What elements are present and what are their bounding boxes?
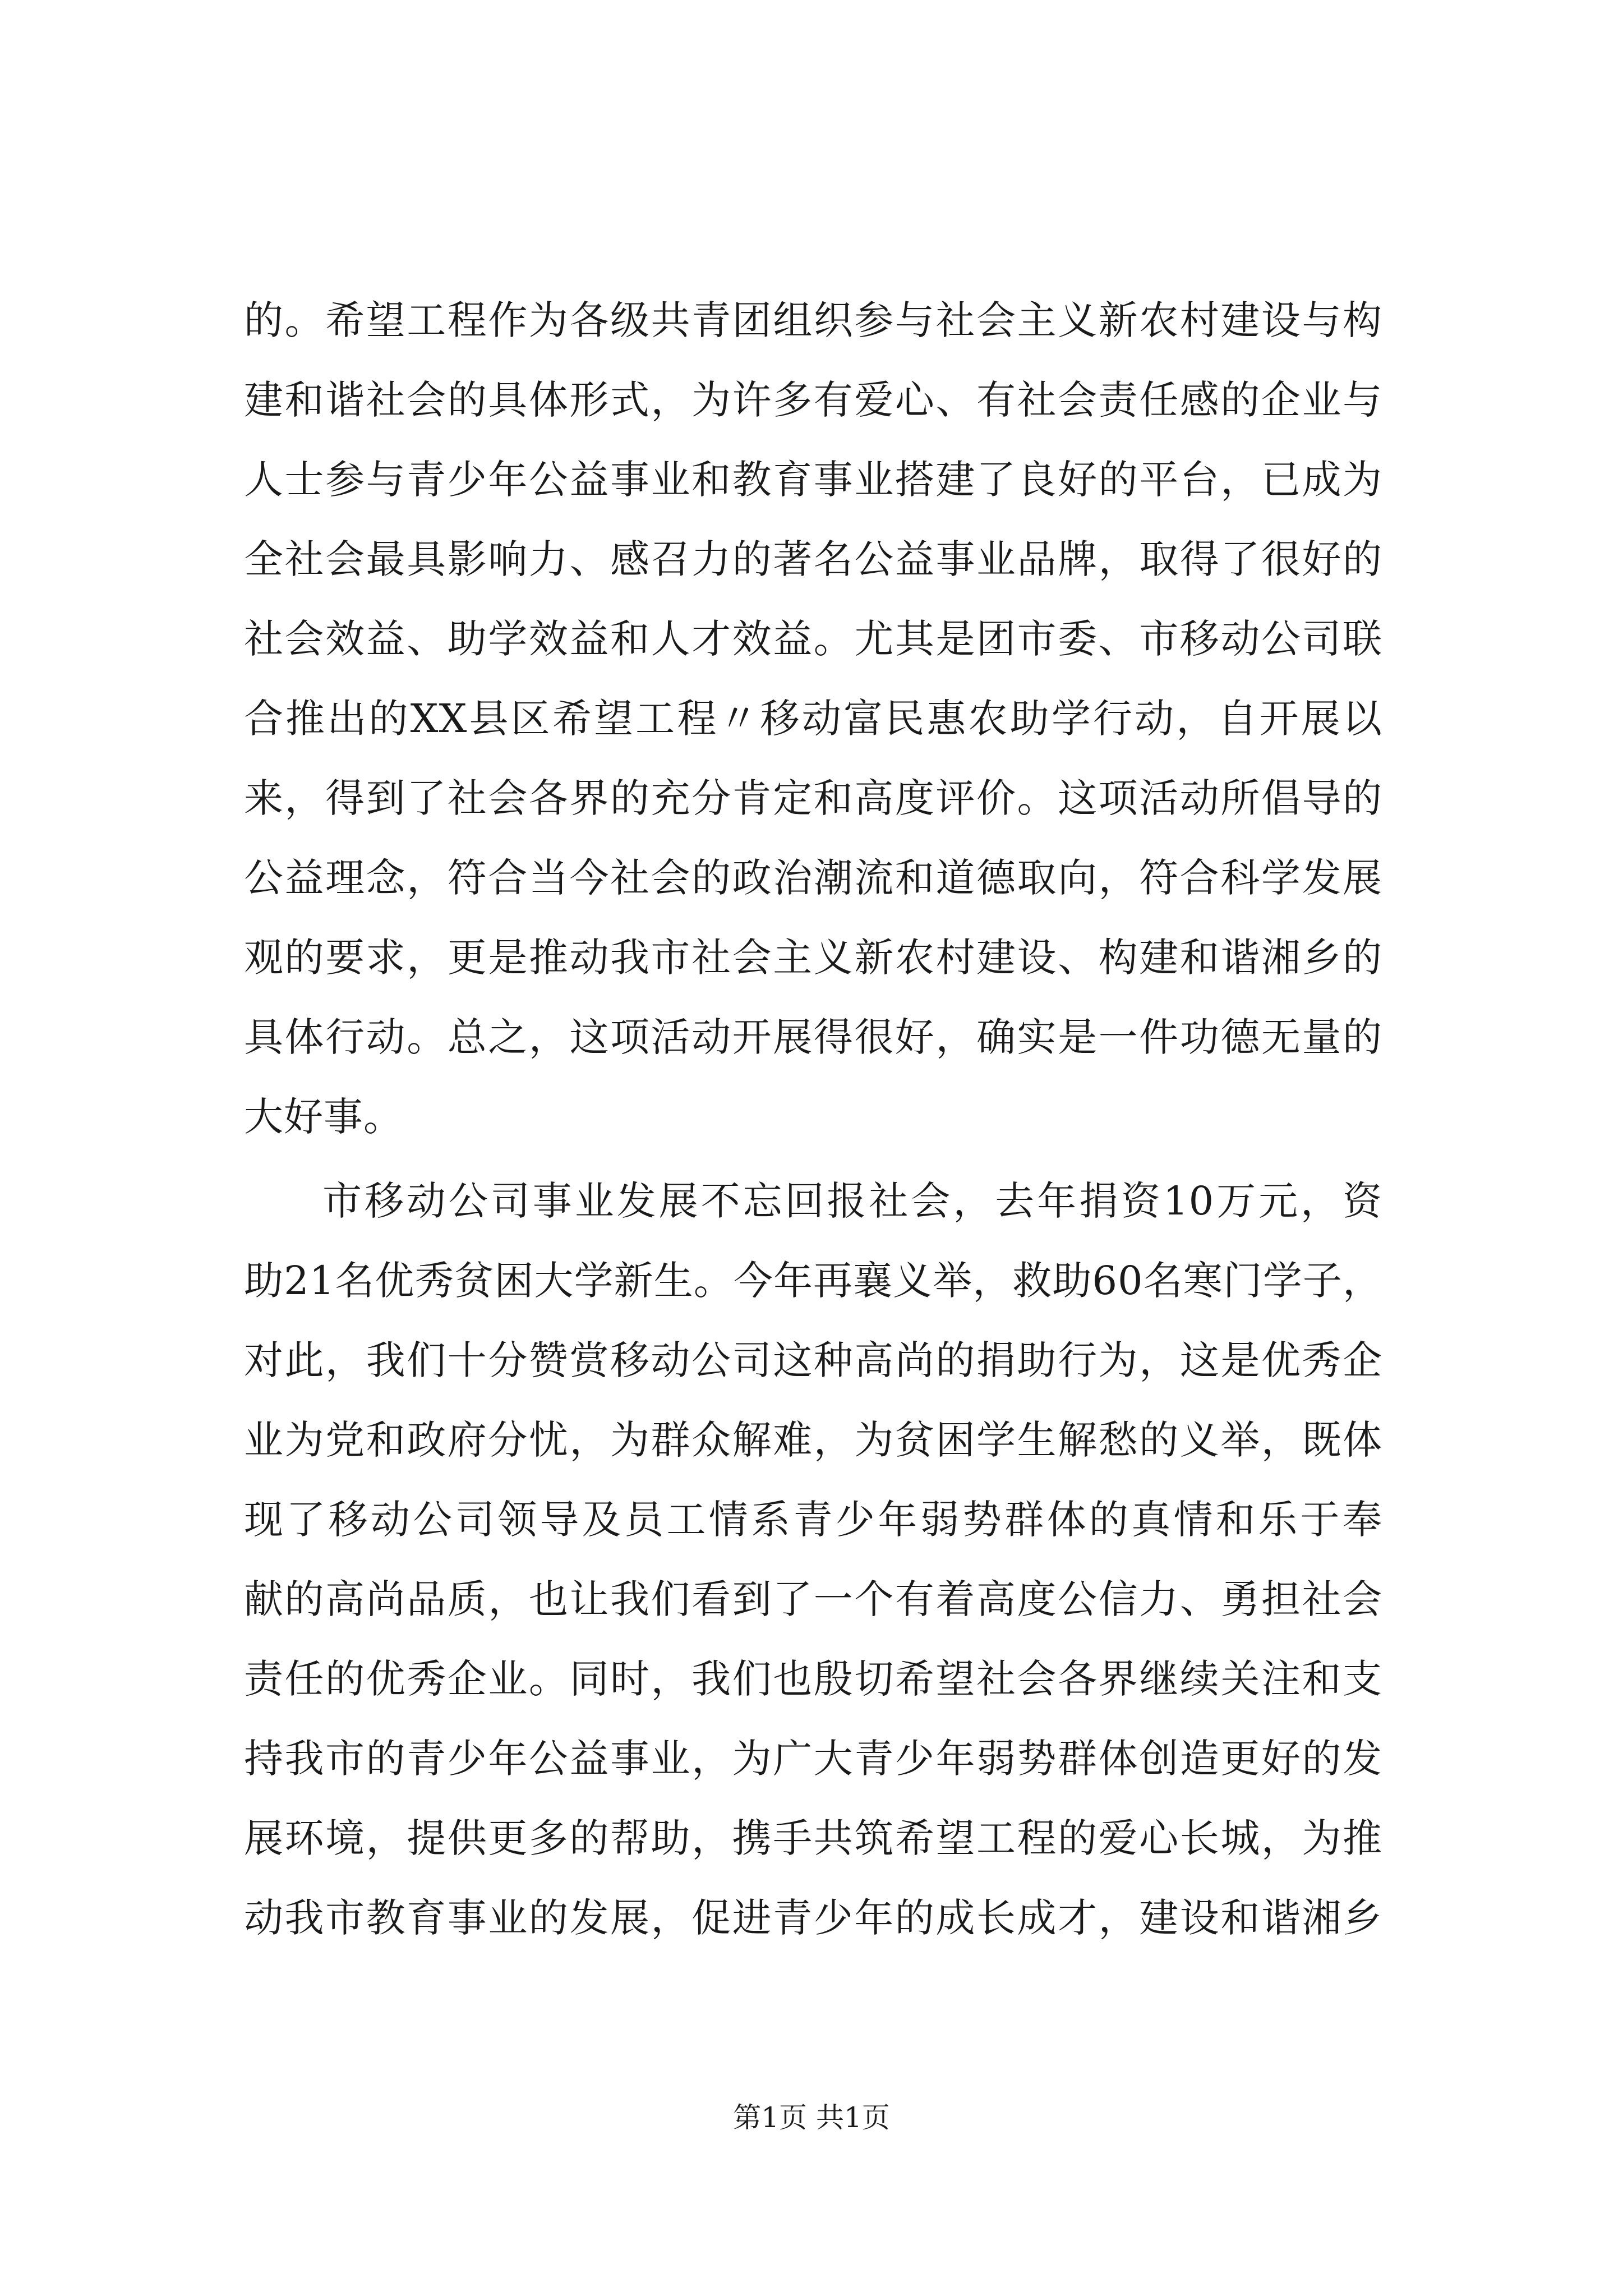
text-line: 献的高尚品质，也让我们看到了一个有着高度公信力、勇担社会 xyxy=(244,1576,1382,1622)
text-line: 市移动公司事业发展不忘回报社会，去年捐资10万元，资 xyxy=(322,1178,1382,1224)
text-line: 公益理念，符合当今社会的政治潮流和道德取向，符合科学发展 xyxy=(244,855,1382,901)
text-line: 动我市教育事业的发展，促进青少年的成长成才，建设和谐湘乡 xyxy=(244,1895,1382,1941)
text-line: 全社会最具影响力、感召力的著名公益事业品牌，取得了很好的 xyxy=(244,536,1382,582)
text-line: 来，得到了社会各界的充分肯定和高度评价。这项活动所倡导的 xyxy=(244,775,1382,821)
text-line: 的。希望工程作为各级共青团组织参与社会主义新农村建设与构 xyxy=(244,297,1382,343)
text-line: 观的要求，更是推动我市社会主义新农村建设、构建和谐湘乡的 xyxy=(244,935,1382,981)
text-line: 具体行动。总之，这项活动开展得很好，确实是一件功德无量的 xyxy=(244,1014,1382,1060)
text-line: 业为党和政府分忧，为群众解难，为贫困学生解愁的义举，既体 xyxy=(244,1417,1382,1463)
document-body xyxy=(244,280,1382,1958)
text-line: 建和谐社会的具体形式，为许多有爱心、有社会责任感的企业与 xyxy=(244,377,1382,423)
text-line: 合推出的XX县区希望工程〃移动富民惠农助学行动，自开展以 xyxy=(244,696,1382,742)
text-line: 社会效益、助学效益和人才效益。尤其是团市委、市移动公司联 xyxy=(244,616,1382,662)
text-line: 助21名优秀贫困大学新生。今年再襄义举，救助60名寒门学子， xyxy=(244,1258,1382,1304)
page-number-footer: 第1页 共1页 xyxy=(733,2101,890,2134)
text-line: 展环境，提供更多的帮助，携手共筑希望工程的爱心长城，为推 xyxy=(244,1815,1382,1861)
text-line: 大好事。 xyxy=(244,1094,403,1140)
paragraph-2 xyxy=(244,1161,1382,1958)
text-line: 人士参与青少年公益事业和教育事业搭建了良好的平台，已成为 xyxy=(244,457,1382,503)
paragraph-spacer xyxy=(244,1157,1382,1161)
text-line: 持我市的青少年公益事业，为广大青少年弱势群体创造更好的发 xyxy=(244,1736,1382,1782)
text-line: 对此，我们十分赞赏移动公司这种高尚的捐助行为，这是优秀企 xyxy=(244,1337,1382,1383)
text-line: 责任的优秀企业。同时，我们也殷切希望社会各界继续关注和支 xyxy=(244,1656,1382,1702)
text-line: 现了移动公司领导及员工情系青少年弱势群体的真情和乐于奉 xyxy=(244,1497,1382,1543)
paragraph-1 xyxy=(244,280,1382,1157)
